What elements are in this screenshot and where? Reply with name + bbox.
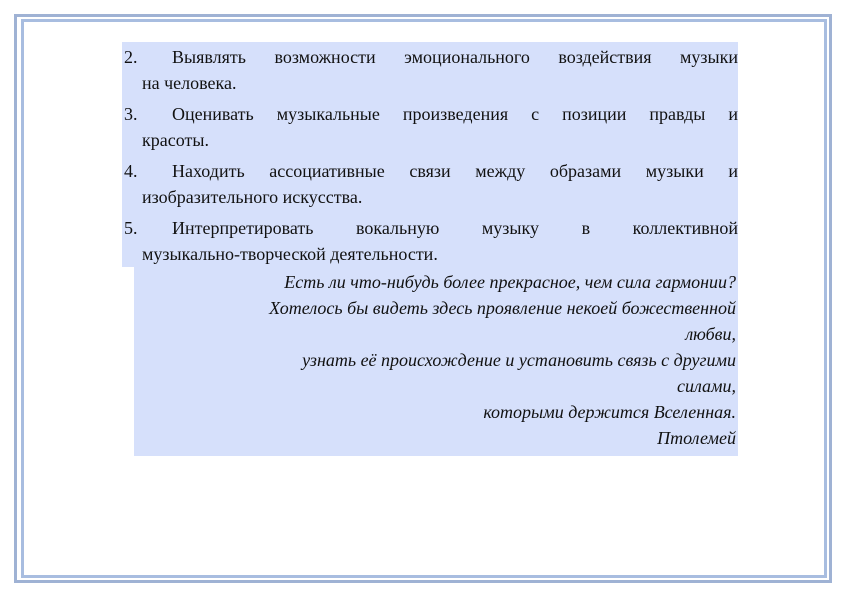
quote-line: которыми держится Вселенная. xyxy=(483,402,736,422)
item-text: Интерпретировать вокальную музыку в коллективной xyxy=(172,218,738,238)
quote-line: силами, xyxy=(676,376,736,396)
item-text-continued: на человека. xyxy=(142,73,237,93)
quote-line: узнать её происхождение и установить связь с другими xyxy=(302,350,736,370)
item-number: 4. xyxy=(124,161,138,181)
item-text: Находить ассоциативные связи между образами музыки и xyxy=(172,161,738,181)
item-number: 3. xyxy=(124,104,138,124)
item-text-continued: музыкально-творческой деятельности. xyxy=(142,244,438,264)
list-item xyxy=(122,44,738,96)
item-text-continued: красоты. xyxy=(142,130,209,150)
quote-line: любви, xyxy=(685,324,736,344)
item-text: Выявлять возможности эмоционального воздействия музыки xyxy=(172,47,738,67)
item-text-continued: изобразительного искусства. xyxy=(142,187,363,207)
quote-author: Птолемей xyxy=(657,428,736,448)
quote-line: Хотелось бы видеть здесь проявление некоей божественной xyxy=(269,298,736,318)
quote-line: Есть ли что-нибудь более прекрасное, чем сила гармонии? xyxy=(284,272,736,292)
item-number: 5. xyxy=(124,218,138,238)
list-item xyxy=(122,215,738,267)
epigraph-quote xyxy=(134,269,736,451)
item-text: Оценивать музыкальные произведения с позиции правды и xyxy=(172,104,738,124)
item-number: 2. xyxy=(124,47,138,67)
list-item xyxy=(122,158,738,210)
list-item xyxy=(122,101,738,153)
